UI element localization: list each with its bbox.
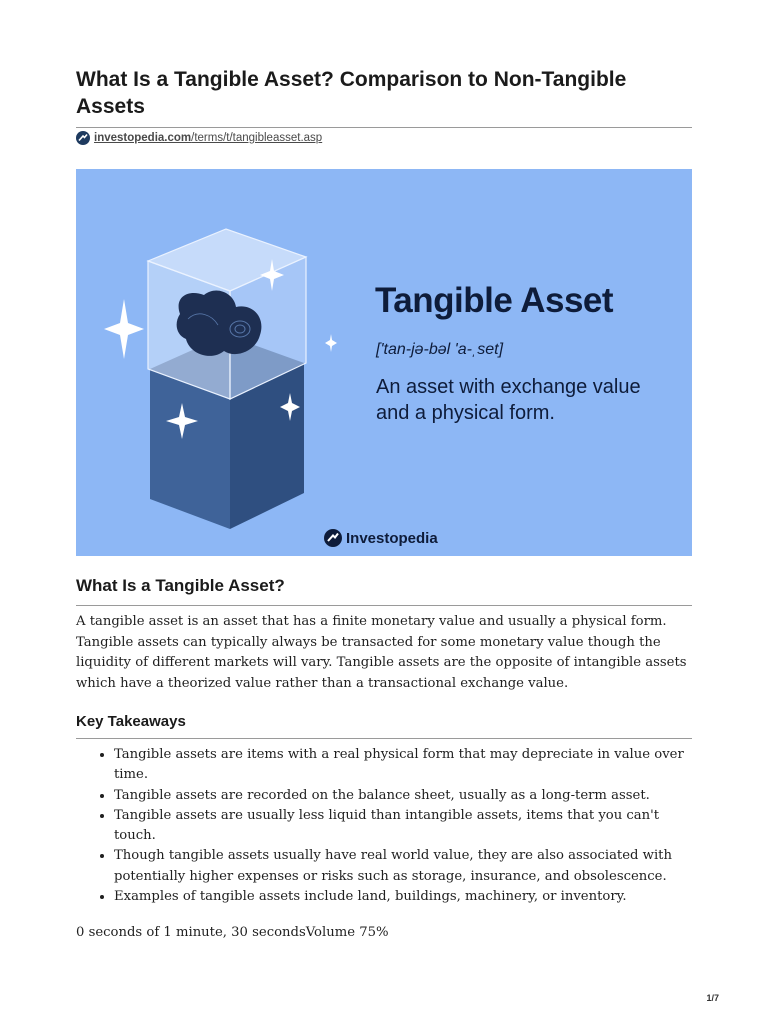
key-takeaways-divider <box>76 738 692 739</box>
source-link[interactable] <box>76 131 322 145</box>
hero-image <box>76 169 692 556</box>
page-number: 1/7 <box>706 993 719 1003</box>
key-takeaways-list <box>76 745 692 907</box>
title-divider <box>76 127 692 128</box>
hero-brand-name: Investopedia <box>346 529 438 547</box>
sparkle-icon <box>104 299 144 359</box>
source-url[interactable] <box>94 132 322 144</box>
list-item: • Tangible assets are usually less liquid than intangible assets, items that you can't touch. <box>114 806 692 847</box>
list-item: • Tangible assets are recorded on the balance sheet, usually as a long-term asset. <box>114 786 692 806</box>
section-divider <box>76 605 692 606</box>
source-path[interactable]: /terms/t/tangibleasset.asp <box>191 132 323 144</box>
investopedia-logo-icon <box>76 131 90 145</box>
section-paragraph: A tangible asset is an asset that has a finite monetary value and usually a physical form. Tangible assets can typically always be transacted for some monetary value though the liquidity of different markets will vary. Tangible assets are the opposite of intangible assets which have a theorized value rather than a transactional exchange value. <box>76 614 687 691</box>
hero-brand <box>324 529 438 547</box>
video-player-status: 0 seconds of 1 minute, 30 secondsVolume 75% <box>76 925 389 940</box>
investopedia-logo-icon <box>324 529 342 547</box>
hero-pronunciation: ['tan-jə-bəl 'a-ˌset] <box>376 341 504 358</box>
sparkle-icon <box>325 334 337 352</box>
source-domain[interactable]: investopedia.com <box>94 132 192 144</box>
list-item: • Examples of tangible assets include land, buildings, machinery, or inventory. <box>114 887 692 907</box>
hero-term: Tangible Asset <box>375 281 614 320</box>
page-title: What Is a Tangible Asset? Comparison to Non-Tangible Assets <box>76 68 627 118</box>
list-item: • Tangible assets are items with a real physical form that may depreciate in value over time. <box>114 745 692 786</box>
hero-definition: An asset with exchange value and a physical form. <box>376 376 641 424</box>
key-takeaways-heading: Key Takeaways <box>76 713 186 730</box>
tangible-asset-illustration <box>76 169 692 556</box>
section-heading: What Is a Tangible Asset? <box>76 576 285 595</box>
list-item: • Though tangible assets usually have real world value, they are also associated with potentially higher expenses or risks such as storage, insurance, and obsolescence. <box>114 846 692 887</box>
